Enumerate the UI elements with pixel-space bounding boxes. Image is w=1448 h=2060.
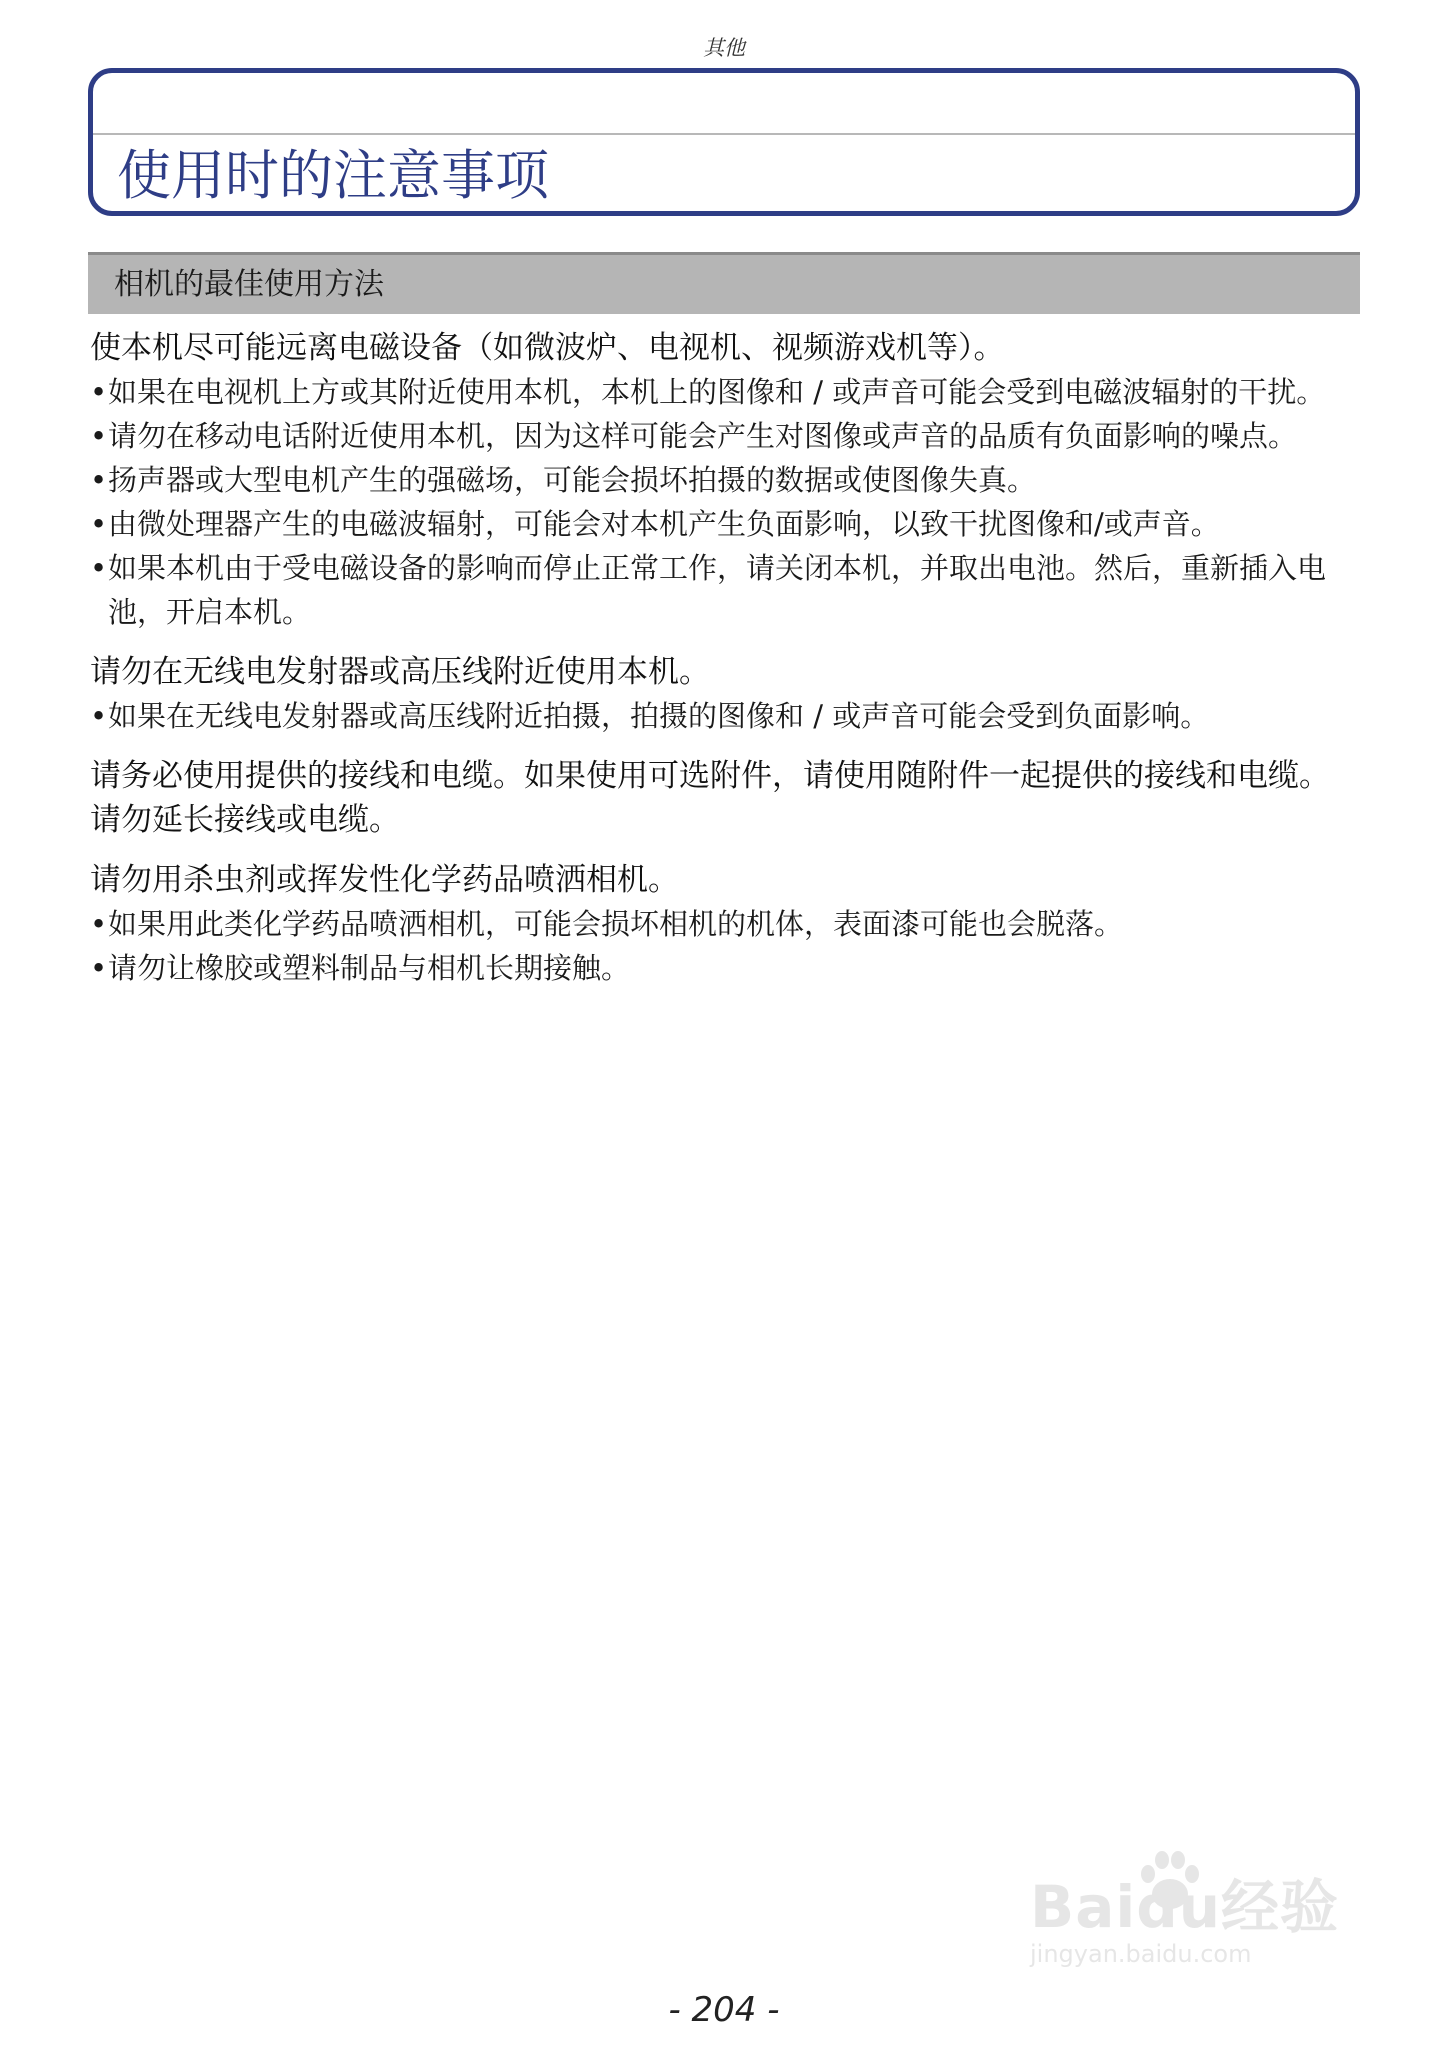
watermark-brand: Baidu经验 <box>1030 1873 1340 1941</box>
bullet-list <box>90 370 1360 634</box>
list-item-text: 如果在电视机上方或其附近使用本机，本机上的图像和 / 或声音可能会受到电磁波辐射的干扰。 <box>108 375 1326 409</box>
precaution-block <box>90 858 1360 990</box>
block-heading: 请勿用杀虫剂或挥发性化学药品喷洒相机。 <box>90 862 679 898</box>
list-item <box>90 546 1360 634</box>
precaution-block <box>90 754 1360 842</box>
list-item <box>90 946 1360 990</box>
title-divider <box>93 133 1355 135</box>
list-item <box>90 902 1360 946</box>
page-title: 使用时的注意事项 <box>117 144 549 207</box>
list-item-text: 如果用此类化学药品喷洒相机，可能会损坏相机的机体，表面漆可能也会脱落。 <box>108 907 1124 941</box>
bullet-list <box>90 694 1360 738</box>
block-heading: 请勿在无线电发射器或高压线附近使用本机。 <box>90 654 710 690</box>
list-item-text: 请勿在移动电话附近使用本机，因为这样可能会产生对图像或声音的品质有负面影响的噪点。 <box>108 419 1298 453</box>
list-item <box>90 694 1360 738</box>
list-item <box>90 414 1360 458</box>
section-title: 相机的最佳使用方法 <box>114 267 384 302</box>
bullet-icon: • <box>90 551 108 585</box>
bullet-icon: • <box>90 699 108 733</box>
bullet-icon: • <box>90 419 108 453</box>
bullet-icon: • <box>90 951 108 985</box>
content-body <box>90 326 1360 1006</box>
list-item-text: 请勿让橡胶或塑料制品与相机长期接触。 <box>108 951 631 985</box>
running-header: 其他 <box>703 36 745 60</box>
bullet-icon: • <box>90 907 108 941</box>
list-item <box>90 370 1360 414</box>
bullet-icon: • <box>90 375 108 409</box>
bullet-icon: • <box>90 507 108 541</box>
list-item <box>90 502 1360 546</box>
precaution-block <box>90 326 1360 634</box>
list-item-text: 如果本机由于受电磁设备的影响而停止正常工作，请关闭本机，并取出电池。然后，重新插入电池，开启本机。 <box>108 551 1327 629</box>
baidu-watermark <box>1030 1840 1360 1980</box>
list-item-text: 如果在无线电发射器或高压线附近拍摄，拍摄的图像和 / 或声音可能会受到负面影响。 <box>108 699 1210 733</box>
list-item <box>90 458 1360 502</box>
page-number: - 204 - <box>668 1990 780 2030</box>
watermark-url: jingyan.baidu.com <box>1030 1940 1252 1968</box>
title-box <box>88 68 1360 216</box>
bullet-list <box>90 902 1360 990</box>
block-heading: 请务必使用提供的接线和电缆。如果使用可选附件，请使用随附件一起提供的接线和电缆。 请勿延长接线或电缆。 <box>90 758 1330 838</box>
section-header-bar <box>88 252 1360 314</box>
bullet-icon: • <box>90 463 108 497</box>
precaution-block <box>90 650 1360 738</box>
block-heading: 使本机尽可能远离电磁设备（如微波炉、电视机、视频游戏机等）。 <box>90 330 1005 366</box>
list-item-text: 由微处理器产生的电磁波辐射，可能会对本机产生负面影响，以致干扰图像和/或声音。 <box>108 507 1220 541</box>
list-item-text: 扬声器或大型电机产生的强磁场，可能会损坏拍摄的数据或使图像失真。 <box>108 463 1037 497</box>
